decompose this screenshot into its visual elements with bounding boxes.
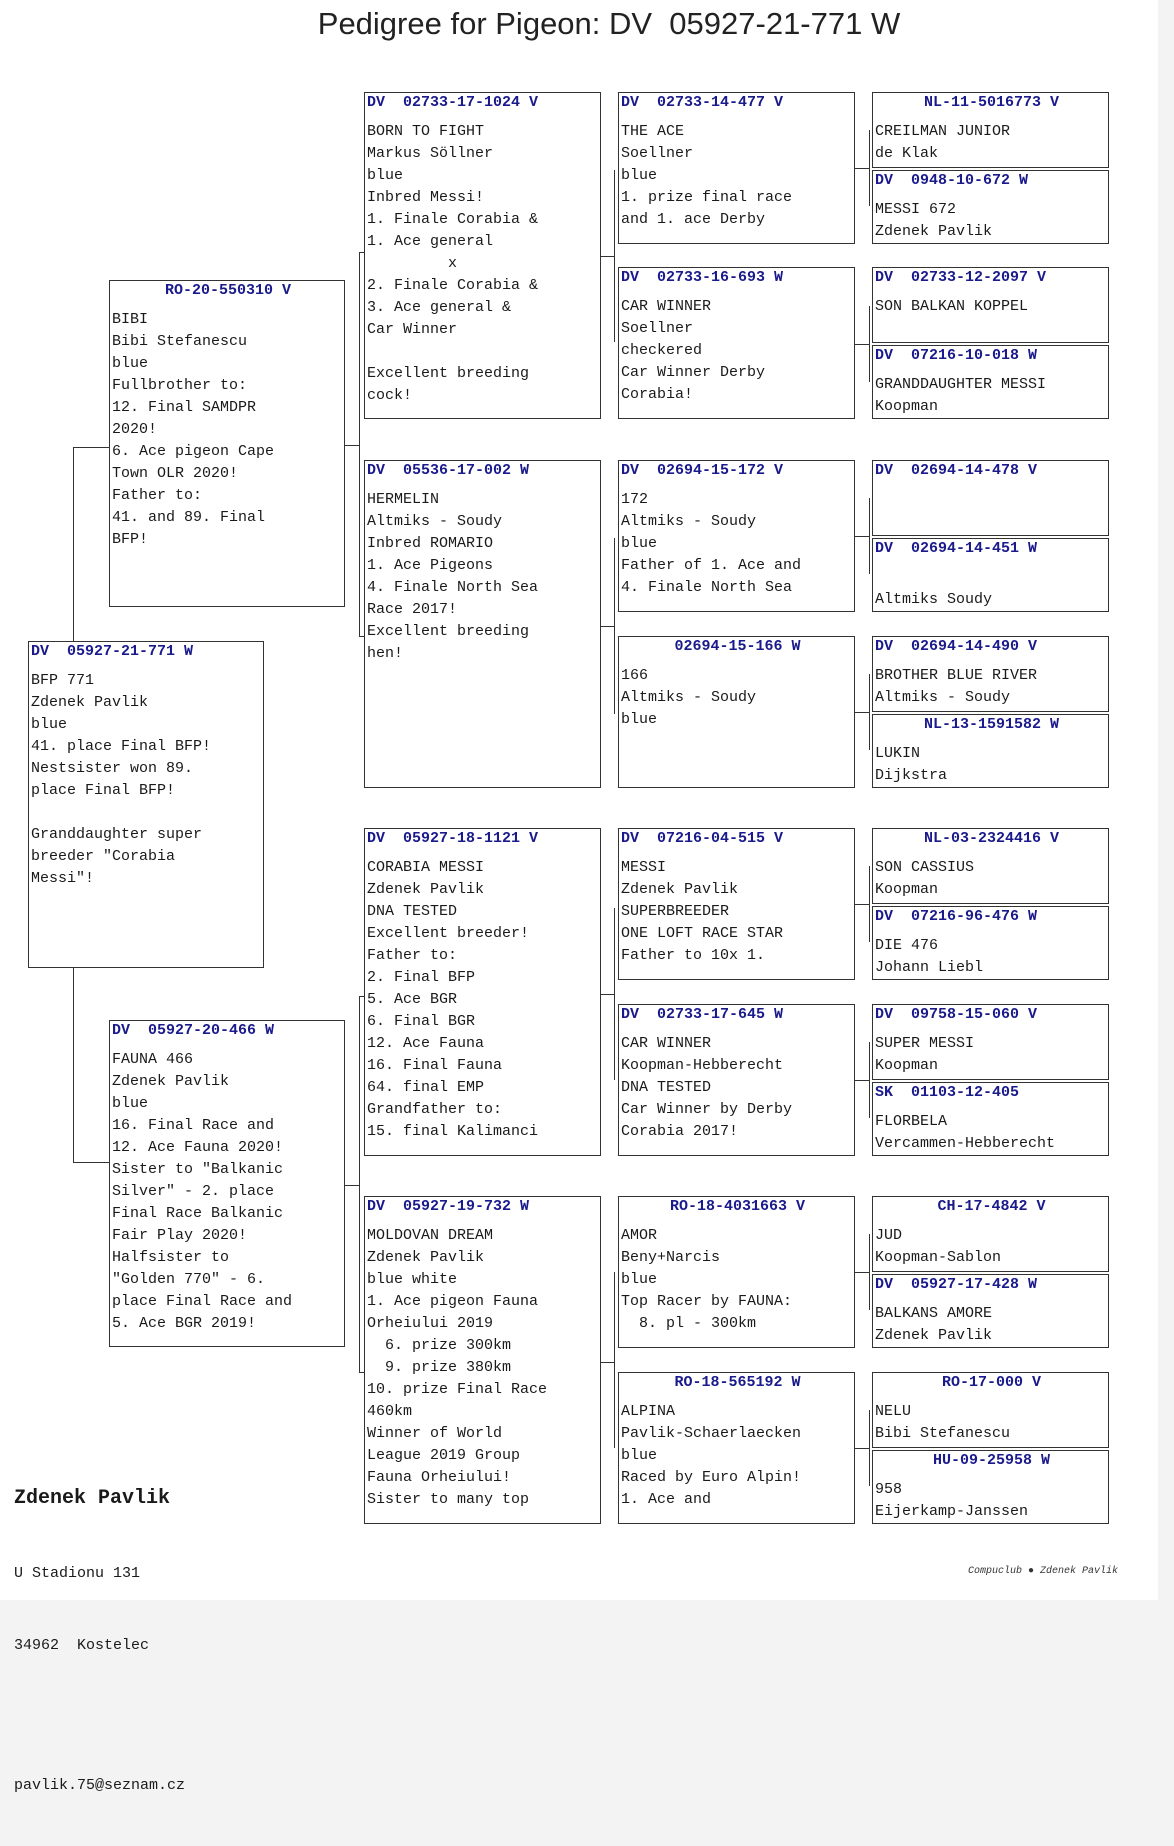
connector [855, 712, 869, 713]
detail-line: 1. Finale Corabia & [367, 211, 539, 228]
connector [359, 996, 360, 1372]
detail-line: 9. prize 380km [367, 1359, 512, 1376]
pigeon-details [365, 1217, 600, 1511]
detail-line: Koopman [875, 398, 939, 415]
pigeon-details [365, 849, 600, 1143]
pigeon-card-sire [109, 280, 345, 607]
detail-line: Bibi Stefanescu [112, 333, 248, 350]
detail-line: and 1. ace Derby [621, 211, 766, 228]
pigeon-card-ggg12 [872, 1082, 1109, 1156]
pigeon-card-gg1 [618, 92, 855, 244]
pigeon-card-gg5 [618, 828, 855, 980]
detail-line: FAUNA 466 [112, 1051, 194, 1068]
detail-line: 4. Finale North Sea [621, 579, 793, 596]
pigeon-card-ggg13 [872, 1196, 1109, 1272]
ring-number: NL-13-1591582 W [923, 716, 1060, 733]
detail-line: Raced by Euro Alpin! [621, 1469, 802, 1486]
ring-number: DV 02733-16-693 W [621, 269, 784, 286]
pigeon-details [365, 113, 600, 407]
connector [614, 1272, 615, 1448]
ring-number: DV 02733-12-2097 V [875, 269, 1047, 286]
pigeon-card-ggg14 [872, 1274, 1109, 1348]
detail-line: ONE LOFT RACE STAR [621, 925, 784, 942]
pigeon-details [873, 559, 1108, 611]
pigeon-card-ggg15 [872, 1372, 1109, 1448]
pigeon-details [873, 288, 1108, 318]
detail-line: Beny+Narcis [621, 1249, 721, 1266]
detail-line: DNA TESTED [621, 1079, 712, 1096]
ring-number: DV 05927-19-732 W [367, 1198, 530, 1215]
detail-line: Sister to "Balkanic [112, 1161, 284, 1178]
detail-line: blue [112, 1095, 149, 1112]
connector [869, 130, 870, 206]
detail-line: Father to: [112, 487, 203, 504]
breeder-name: Zdenek Pavlik [14, 1487, 171, 1510]
pigeon-card-ggg5 [872, 460, 1109, 536]
detail-line: 166 [621, 667, 649, 684]
detail-line: 6. Final BGR [367, 1013, 476, 1030]
detail-line: 6. prize 300km [367, 1337, 512, 1354]
detail-line: CAR WINNER [621, 1035, 712, 1052]
detail-line: JUD [875, 1227, 903, 1244]
pigeon-card-gg8 [618, 1372, 855, 1524]
pigeon-details [873, 1295, 1108, 1347]
detail-line: 2. Final BFP [367, 969, 476, 986]
detail-line: Pavlik-Schaerlaecken [621, 1425, 802, 1442]
pigeon-details [619, 657, 854, 731]
connector [869, 498, 870, 574]
ring-number: RO-17-000 V [941, 1374, 1042, 1391]
pigeon-card-gg7 [618, 1196, 855, 1348]
detail-line: 41. place Final BFP! [31, 738, 212, 755]
pigeon-card-ggg7 [872, 636, 1109, 712]
connector [345, 1185, 359, 1186]
detail-line: 172 [621, 491, 649, 508]
detail-line: place Final BFP! [31, 782, 176, 799]
breeder-address-street: U Stadionu 131 [14, 1565, 141, 1582]
connector [600, 256, 614, 257]
pigeon-card-dam [109, 1020, 345, 1347]
detail-line: Altmiks - Soudy [621, 689, 757, 706]
detail-line: 1. Ace Pigeons [367, 557, 494, 574]
detail-line: Altmiks - Soudy [875, 689, 1011, 706]
detail-line: Koopman [875, 1057, 939, 1074]
detail-line: Sister to many top [367, 1491, 530, 1508]
pigeon-details [873, 927, 1108, 979]
detail-line: Altmiks - Soudy [621, 513, 757, 530]
ring-number: DV 09758-15-060 V [875, 1006, 1038, 1023]
pigeon-details [873, 849, 1108, 901]
detail-line: Zdenek Pavlik [875, 223, 993, 240]
detail-line: 1. Ace general [367, 233, 494, 250]
detail-line: Car Winner Derby [621, 364, 766, 381]
detail-line: 3. Ace general & [367, 299, 512, 316]
pigeon-card-gg4 [618, 636, 855, 788]
pigeon-details [619, 1217, 854, 1335]
pigeon-card-g4 [364, 1196, 601, 1524]
pigeon-details [873, 1217, 1108, 1269]
detail-line: blue [621, 535, 658, 552]
connector [869, 674, 870, 750]
detail-line: BFP! [112, 531, 149, 548]
detail-line: Koopman-Hebberecht [621, 1057, 784, 1074]
detail-line: GRANDDAUGHTER MESSI [875, 376, 1047, 393]
detail-line: Orheiului 2019 [367, 1315, 494, 1332]
pigeon-card-ggg4 [872, 345, 1109, 419]
detail-line: Corabia 2017! [621, 1123, 739, 1140]
ring-number: RO-20-550310 V [164, 282, 292, 299]
detail-line: Excellent breeder! [367, 925, 530, 942]
pigeon-details [873, 1025, 1108, 1077]
pigeon-card-ggg9 [872, 828, 1109, 904]
detail-line: 10. prize Final Race [367, 1381, 548, 1398]
detail-line: MESSI [621, 859, 667, 876]
ring-number: SK 01103-12-405 [875, 1084, 1020, 1101]
ring-number: DV 05927-18-1121 V [367, 830, 539, 847]
detail-line: SON CASSIUS [875, 859, 975, 876]
detail-line: 1. prize final race [621, 189, 793, 206]
ring-number: DV 02694-14-478 V [875, 462, 1038, 479]
detail-line: SUPERBREEDER [621, 903, 730, 920]
pigeon-card-ggg2 [872, 170, 1109, 244]
detail-line: SUPER MESSI [875, 1035, 975, 1052]
detail-line: 5. Ace BGR 2019! [112, 1315, 257, 1332]
breeder-email[interactable]: pavlik.75@seznam.cz [14, 1777, 186, 1794]
detail-line: Halfsister to [112, 1249, 230, 1266]
detail-line: Messi"! [31, 870, 95, 887]
detail-line: Excellent breeding [367, 623, 530, 640]
detail-line: Fauna Orheiului! [367, 1469, 512, 1486]
detail-line: Corabia! [621, 386, 694, 403]
pigeon-details [873, 1103, 1108, 1155]
detail-line: League 2019 Group [367, 1447, 521, 1464]
pigeon-card-g3 [364, 828, 601, 1156]
detail-line: 2. Finale Corabia & [367, 277, 539, 294]
detail-line: NELU [875, 1403, 912, 1420]
detail-line: blue white [367, 1271, 458, 1288]
ring-number: DV 05927-17-428 W [875, 1276, 1038, 1293]
detail-line: MOLDOVAN DREAM [367, 1227, 494, 1244]
detail-line: 64. final EMP [367, 1079, 485, 1096]
connector [855, 536, 869, 537]
detail-line: Father to: [367, 947, 458, 964]
connector [614, 908, 615, 1080]
detail-line: Zdenek Pavlik [31, 694, 149, 711]
detail-line: de Klak [875, 145, 939, 162]
detail-line: HERMELIN [367, 491, 440, 508]
detail-line: Zdenek Pavlik [621, 881, 739, 898]
detail-line: Fair Play 2020! [112, 1227, 248, 1244]
pigeon-card-gg2 [618, 267, 855, 419]
detail-line: 12. Ace Fauna [367, 1035, 485, 1052]
connector [869, 866, 870, 942]
detail-line: Granddaughter super [31, 826, 203, 843]
detail-line: 16. Final Race and [112, 1117, 275, 1134]
detail-line: Car Winner [367, 321, 458, 338]
detail-line: Koopman-Sablon [875, 1249, 1002, 1266]
detail-line: blue [367, 167, 404, 184]
ring-number: NL-03-2324416 V [923, 830, 1060, 847]
detail-line: 12. Final SAMDPR [112, 399, 257, 416]
detail-line: 41. and 89. Final [112, 509, 266, 526]
detail-line: THE ACE [621, 123, 685, 140]
detail-line: Vercammen-Hebberecht [875, 1135, 1056, 1152]
pigeon-card-ggg8 [872, 714, 1109, 788]
connector [614, 538, 615, 714]
detail-line: DNA TESTED [367, 903, 458, 920]
detail-line: Dijkstra [875, 767, 948, 784]
connector [855, 1080, 869, 1081]
ring-number: DV 02733-17-1024 V [367, 94, 539, 111]
connector [855, 1272, 869, 1273]
page-title: Pedigree for Pigeon: DV 05927-21-771 W [317, 6, 901, 41]
pigeon-details [619, 849, 854, 967]
detail-line: cock! [367, 387, 413, 404]
detail-line: Koopman [875, 881, 939, 898]
ring-number: DV 07216-96-476 W [875, 908, 1038, 925]
detail-line [873, 567, 1108, 589]
detail-line: Soellner [621, 320, 694, 337]
detail-line: Silver" - 2. place [112, 1183, 275, 1200]
detail-line: Top Racer by FAUNA: [621, 1293, 793, 1310]
detail-line: blue [621, 1447, 658, 1464]
pigeon-card-g1 [364, 92, 601, 419]
detail-line: 5. Ace BGR [367, 991, 458, 1008]
detail-line: Father to 10x 1. [621, 947, 766, 964]
detail-line: Zdenek Pavlik [112, 1073, 230, 1090]
detail-line: place Final Race and [112, 1293, 293, 1310]
detail-line: hen! [367, 645, 404, 662]
connector [869, 306, 870, 382]
pigeon-details [110, 1041, 344, 1335]
connector [855, 1448, 869, 1449]
pigeon-details [873, 191, 1108, 243]
connector [855, 344, 869, 345]
pigeon-details [619, 113, 854, 231]
pigeon-card-ggg11 [872, 1004, 1109, 1080]
detail-line: Town OLR 2020! [112, 465, 239, 482]
detail-line: Final Race Balkanic [112, 1205, 284, 1222]
detail-line: CAR WINNER [621, 298, 712, 315]
pigeon-details [873, 1393, 1108, 1445]
detail-line: Inbred ROMARIO [367, 535, 494, 552]
pigeon-card-ggg6 [872, 538, 1109, 612]
connector [600, 626, 614, 627]
detail-line: ALPINA [621, 1403, 676, 1420]
pigeon-details [110, 301, 344, 551]
detail-line: LUKIN [875, 745, 921, 762]
connector [345, 445, 359, 446]
pigeon-card-gg3 [618, 460, 855, 612]
detail-line: MESSI 672 [875, 201, 957, 218]
detail-line: BROTHER BLUE RIVER [875, 667, 1038, 684]
detail-line: Zdenek Pavlik [875, 1327, 993, 1344]
ring-number: NL-11-5016773 V [923, 94, 1060, 111]
detail-line: checkered [621, 342, 703, 359]
detail-line: "Golden 770" - 6. [112, 1271, 266, 1288]
detail-line: Altmiks Soudy [875, 591, 993, 608]
detail-line: Bibi Stefanescu [875, 1425, 1011, 1442]
detail-line: Father of 1. Ace and [621, 557, 802, 574]
detail-line: Grandfather to: [367, 1101, 503, 1118]
ring-number: DV 0948-10-672 W [875, 172, 1029, 189]
detail-line: 12. Ace Fauna 2020! [112, 1139, 284, 1156]
detail-line: BFP 771 [31, 672, 95, 689]
connector [869, 1410, 870, 1486]
pigeon-details [873, 1471, 1108, 1523]
detail-line: Zdenek Pavlik [367, 881, 485, 898]
detail-line [29, 802, 263, 824]
pigeon-card-ggg1 [872, 92, 1109, 168]
detail-line: blue [31, 716, 68, 733]
detail-line: blue [621, 167, 658, 184]
ring-number: DV 02694-14-451 W [875, 540, 1038, 557]
detail-line: CREILMAN JUNIOR [875, 123, 1011, 140]
detail-line: 958 [875, 1481, 903, 1498]
ring-number: DV 02694-15-172 V [621, 462, 784, 479]
ring-number: DV 07216-10-018 W [875, 347, 1038, 364]
ring-number: DV 02694-14-490 V [875, 638, 1038, 655]
detail-line: Soellner [621, 145, 694, 162]
detail-line: Inbred Messi! [367, 189, 485, 206]
connector [855, 904, 869, 905]
detail-line: FLORBELA [875, 1113, 948, 1130]
detail-line: AMOR [621, 1227, 658, 1244]
detail-line: Altmiks - Soudy [367, 513, 503, 530]
pigeon-card-ggg16 [872, 1450, 1109, 1524]
connector [869, 1042, 870, 1118]
detail-line: Car Winner by Derby [621, 1101, 793, 1118]
connector [73, 1162, 110, 1163]
pigeon-details [619, 481, 854, 599]
pigeon-details [365, 481, 600, 665]
connector [869, 1234, 870, 1310]
breeder-info [14, 1436, 185, 1846]
ring-number: DV 05536-17-002 W [367, 462, 530, 479]
detail-line: 15. final Kalimanci [367, 1123, 539, 1140]
detail-line: blue [112, 355, 149, 372]
ring-number: DV 05927-21-771 W [31, 643, 194, 660]
pigeon-details [29, 662, 263, 890]
ring-number: DV 05927-20-466 W [112, 1022, 275, 1039]
connector [600, 1362, 614, 1363]
detail-line: BORN TO FIGHT [367, 123, 485, 140]
pigeon-card-g2 [364, 460, 601, 788]
detail-line: Race 2017! [367, 601, 458, 618]
pigeon-card-ggg3 [872, 267, 1109, 343]
detail-line: DIE 476 [875, 937, 939, 954]
detail-line: breeder "Corabia [31, 848, 176, 865]
ring-number: RO-18-4031663 V [669, 1198, 806, 1215]
detail-line: 8. pl - 300km [621, 1315, 757, 1332]
connector [73, 447, 74, 641]
connector [359, 252, 360, 636]
detail-line: Winner of World [367, 1425, 503, 1442]
connector [600, 994, 614, 995]
detail-line: CORABIA MESSI [367, 859, 485, 876]
detail-line: 4. Finale North Sea [367, 579, 539, 596]
pigeon-details [619, 1025, 854, 1143]
pigeon-details [619, 1393, 854, 1511]
connector [73, 968, 74, 1162]
detail-line: blue [621, 711, 658, 728]
pigeon-card-ggg10 [872, 906, 1109, 980]
detail-line: Zdenek Pavlik [367, 1249, 485, 1266]
detail-line: Nestsister won 89. [31, 760, 194, 777]
breeder-address-city: 34962 Kostelec [14, 1637, 150, 1654]
detail-line: SON BALKAN KOPPEL [875, 298, 1029, 315]
detail-line: BIBI [112, 311, 149, 328]
detail-line: x [367, 255, 458, 272]
pigeon-details [873, 113, 1108, 165]
ring-number: CH-17-4842 V [937, 1198, 1046, 1215]
detail-line: Eijerkamp-Janssen [875, 1503, 1029, 1520]
detail-line [365, 341, 600, 363]
detail-line: 2020! [112, 421, 158, 438]
connector [614, 170, 615, 342]
pigeon-card-subject [28, 641, 264, 968]
footer-credit: Compuclub ● Zdenek Pavlik [968, 1566, 1119, 1577]
detail-line: 1. Ace pigeon Fauna [367, 1293, 539, 1310]
detail-line: Markus Söllner [367, 145, 494, 162]
detail-line: 1. Ace and [621, 1491, 712, 1508]
pigeon-card-gg6 [618, 1004, 855, 1156]
detail-line: blue [621, 1271, 658, 1288]
pigeon-details [873, 366, 1108, 418]
detail-line: 6. Ace pigeon Cape [112, 443, 275, 460]
ring-number: DV 02733-14-477 V [621, 94, 784, 111]
connector [73, 447, 110, 448]
detail-line: 16. Final Fauna [367, 1057, 503, 1074]
connector [855, 168, 869, 169]
detail-line: BALKANS AMORE [875, 1305, 993, 1322]
pigeon-details [619, 288, 854, 406]
detail-line: Excellent breeding [367, 365, 530, 382]
pigeon-details [873, 657, 1108, 709]
pigeon-details [873, 735, 1108, 787]
ring-number: DV 07216-04-515 V [621, 830, 784, 847]
detail-line: Johann Liebl [875, 959, 984, 976]
ring-number: HU-09-25958 W [932, 1452, 1051, 1469]
detail-line: Fullbrother to: [112, 377, 248, 394]
ring-number: RO-18-565192 W [674, 1374, 801, 1391]
ring-number: DV 02733-17-645 W [621, 1006, 784, 1023]
pigeon-details [873, 481, 1108, 489]
detail-line: 460km [367, 1403, 413, 1420]
ring-number: 02694-15-166 W [674, 638, 801, 655]
